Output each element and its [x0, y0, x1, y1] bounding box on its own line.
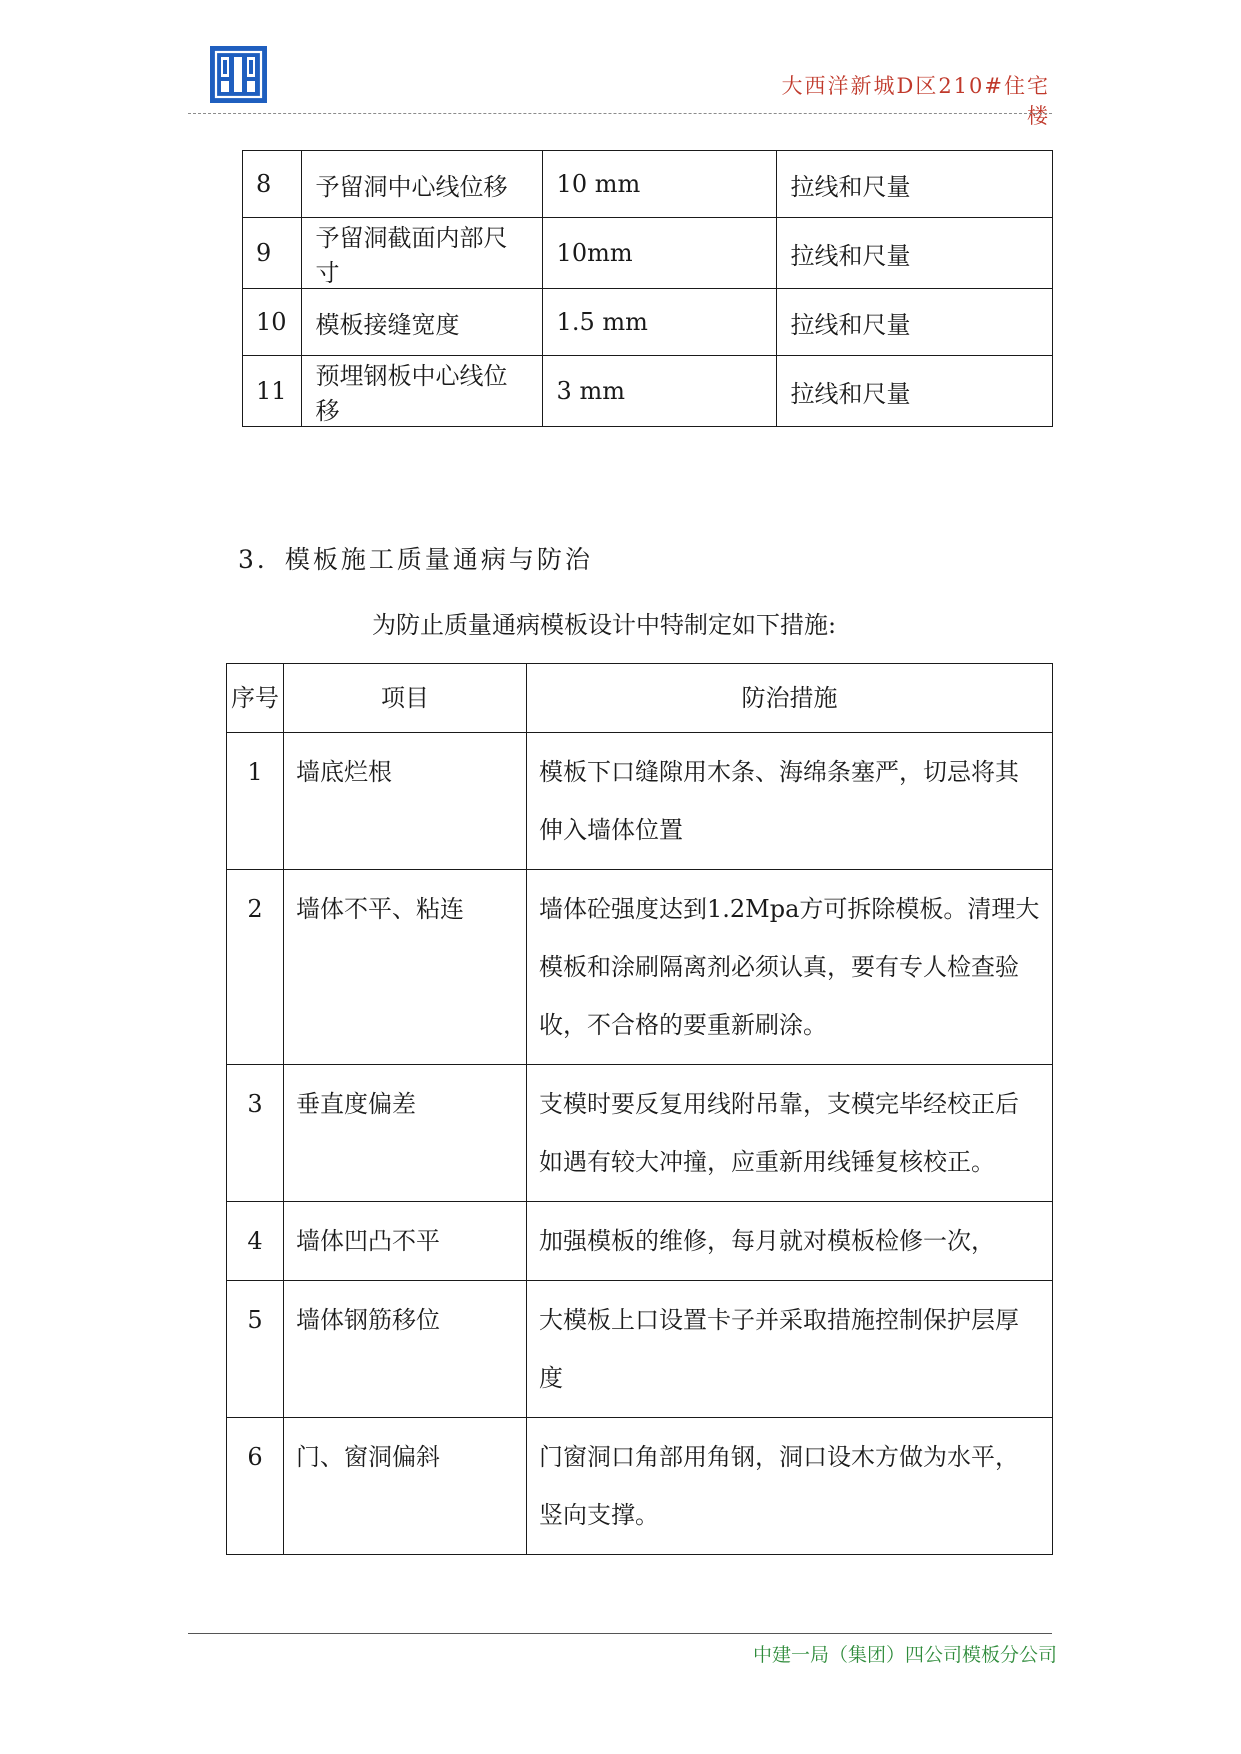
table-row — [227, 1065, 1053, 1202]
tolerance-value: 10mm — [542, 218, 776, 289]
row-number: 2 — [227, 870, 284, 1065]
prevention-measure: 大模板上口设置卡子并采取措施控制保护层厚度 — [527, 1281, 1053, 1418]
table-row — [227, 1202, 1053, 1281]
check-method: 拉线和尺量 — [776, 218, 1052, 289]
footer-company-name: 中建一局（集团）四公司模板分公司 — [752, 1644, 1057, 1666]
column-header: 序号 — [227, 664, 284, 733]
check-item: 模板接缝宽度 — [301, 289, 542, 356]
defect-item: 门、窗洞偏斜 — [284, 1418, 527, 1555]
table-row — [243, 289, 1053, 356]
column-header: 项目 — [284, 664, 527, 733]
tolerance-table — [242, 150, 1053, 427]
defect-item: 墙体钢筋移位 — [284, 1281, 527, 1418]
prevention-measure: 加强模板的维修，每月就对模板检修一次， — [527, 1202, 1053, 1281]
prevention-measure: 支模时要反复用线附吊靠，支模完毕经校正后如遇有较大冲撞，应重新用线锤复核校正。 — [527, 1065, 1053, 1202]
check-item: 予留洞截面内部尺寸 — [301, 218, 542, 289]
row-number: 6 — [227, 1418, 284, 1555]
check-method: 拉线和尺量 — [776, 151, 1052, 218]
row-number: 9 — [243, 218, 302, 289]
table-row — [227, 870, 1053, 1065]
tolerance-value: 3 mm — [542, 356, 776, 427]
prevention-measure: 墙体砼强度达到1.2Mpa方可拆除模板。清理大模板和涂刷隔离剂必须认真，要有专人检查验收，不合格的要重新刷涂。 — [527, 870, 1053, 1065]
header-divider — [188, 113, 1052, 114]
row-number: 11 — [243, 356, 302, 427]
prevention-measure: 门窗洞口角部用角钢，洞口设木方做为水平，竖向支撑。 — [527, 1418, 1053, 1555]
section-heading: 3．模板施工质量通病与防治 — [238, 545, 593, 574]
row-number: 10 — [243, 289, 302, 356]
footer-divider — [188, 1633, 1052, 1634]
defect-item: 墙底烂根 — [284, 733, 527, 870]
table-row — [227, 1281, 1053, 1418]
defect-item: 墙体凹凸不平 — [284, 1202, 527, 1281]
check-item: 预埋钢板中心线位移 — [301, 356, 542, 427]
tolerance-value: 10 mm — [542, 151, 776, 218]
intro-paragraph: 为防止质量通病模板设计中特制定如下措施: — [372, 611, 837, 639]
row-number: 4 — [227, 1202, 284, 1281]
measures-table — [226, 663, 1053, 1555]
check-method: 拉线和尺量 — [776, 289, 1052, 356]
defect-item: 垂直度偏差 — [284, 1065, 527, 1202]
defect-item: 墙体不平、粘连 — [284, 870, 527, 1065]
table-row — [227, 733, 1053, 870]
column-header: 防治措施 — [527, 664, 1053, 733]
table-row — [243, 151, 1053, 218]
check-item: 予留洞中心线位移 — [301, 151, 542, 218]
check-method: 拉线和尺量 — [776, 356, 1052, 427]
row-number: 8 — [243, 151, 302, 218]
table-row — [243, 218, 1053, 289]
row-number: 1 — [227, 733, 284, 870]
table-row — [243, 356, 1053, 427]
company-logo — [210, 46, 267, 103]
header-title: 大西洋新城D区210#住宅楼 — [781, 74, 1050, 128]
row-number: 5 — [227, 1281, 284, 1418]
tolerance-value: 1.5 mm — [542, 289, 776, 356]
prevention-measure: 模板下口缝隙用木条、海绵条塞严，切忌将其伸入墙体位置 — [527, 733, 1053, 870]
table-header-row — [227, 664, 1053, 733]
table-row — [227, 1418, 1053, 1555]
row-number: 3 — [227, 1065, 284, 1202]
